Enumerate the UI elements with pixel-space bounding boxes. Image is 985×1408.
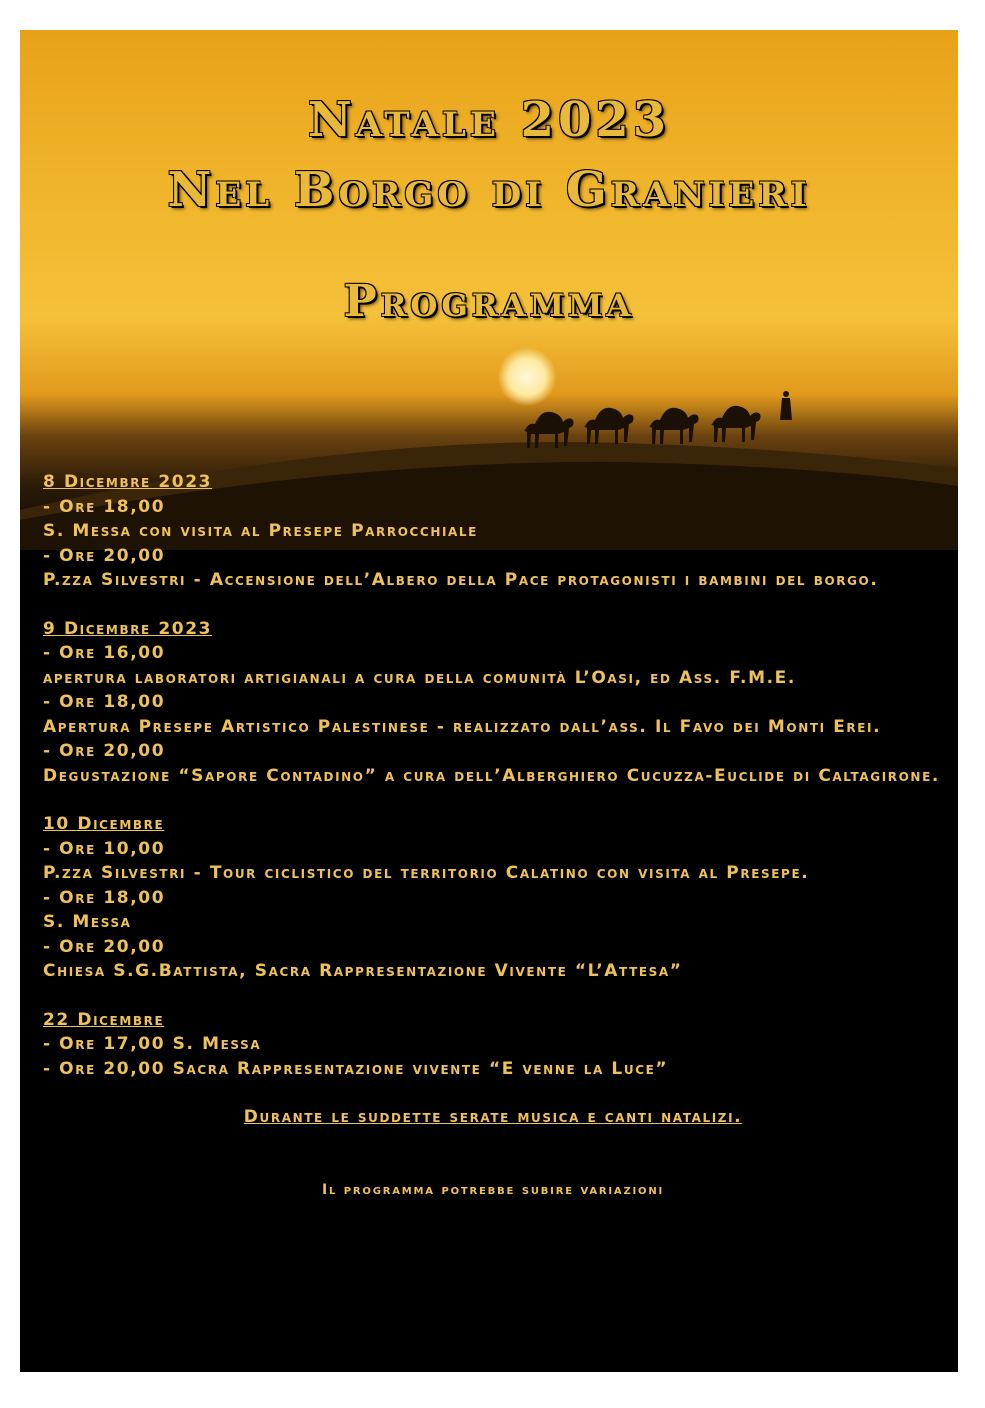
schedule-line: Apertura Presepe Artistico Palestinese - realizzato dall’ass. Il Favo dei Monti Erei. <box>43 716 882 737</box>
schedule-line: - Ore 18,00 <box>43 887 166 908</box>
section-dec-8 <box>43 470 943 593</box>
schedule-line: - Ore 20,00 <box>43 741 166 761</box>
program-schedule <box>43 470 943 1202</box>
title-line-1: Natale 2023 <box>307 92 671 148</box>
camel-icon <box>649 408 698 444</box>
section-date: 22 Dicembre <box>43 1009 165 1030</box>
poster <box>20 30 958 1372</box>
schedule-line: - Ore 16,00 <box>43 643 166 663</box>
schedule-line: apertura laboratori artigianali a cura della comunità L’Oasi, ed Ass. F.M.E. <box>43 667 796 688</box>
schedule-line: P.zza Silvestri - Tour ciclistico del territorio Calatino con visita al Presepe. <box>43 863 810 883</box>
section-date: 10 Dicembre <box>43 814 165 834</box>
title-line-2: Nel Borgo di Granieri <box>167 162 811 218</box>
footer-disclaimer: Il programma potrebbe subire variazioni <box>321 1181 665 1198</box>
schedule-line: - Ore 20,00 <box>43 545 166 566</box>
footer-note: Durante le suddette serate musica e canti natalizi. <box>243 1107 743 1127</box>
section-date: 9 Dicembre 2023 <box>43 618 213 639</box>
schedule-line: - Ore 18,00 <box>43 496 166 517</box>
schedule-line: - Ore 20,00 Sacra Rappresentazione vivente “E venne la Luce” <box>43 1058 669 1079</box>
section-dec-22 <box>43 1008 943 1082</box>
schedule-line: Degustazione “Sapore Contadino” a cura dell’Alberghiero Cucuzza-Euclide di Caltagirone. <box>43 765 940 786</box>
schedule-line: P.zza Silvestri - Accensione dell’Albero della Pace protagonisti i bambini del borgo. <box>43 570 879 590</box>
schedule-line: - Ore 20,00 <box>43 936 166 957</box>
person-icon <box>780 391 792 420</box>
program-heading: Programma <box>343 276 635 327</box>
schedule-line: Chiesa S.G.Battista, Sacra Rappresentazione Vivente “L’Attesa” <box>43 961 683 981</box>
section-dec-10 <box>43 812 943 984</box>
schedule-line: S. Messa con visita al Presepe Parrocchiale <box>43 521 478 541</box>
schedule-line: - Ore 18,00 <box>43 692 166 712</box>
schedule-line: - Ore 17,00 S. Messa <box>43 1034 262 1054</box>
schedule-line: S. Messa <box>43 912 132 932</box>
section-date: 8 Dicembre 2023 <box>43 472 213 492</box>
section-dec-9 <box>43 617 943 789</box>
camel-icon <box>711 406 760 442</box>
schedule-line: - Ore 10,00 <box>43 838 166 859</box>
camel-icon <box>584 408 633 444</box>
